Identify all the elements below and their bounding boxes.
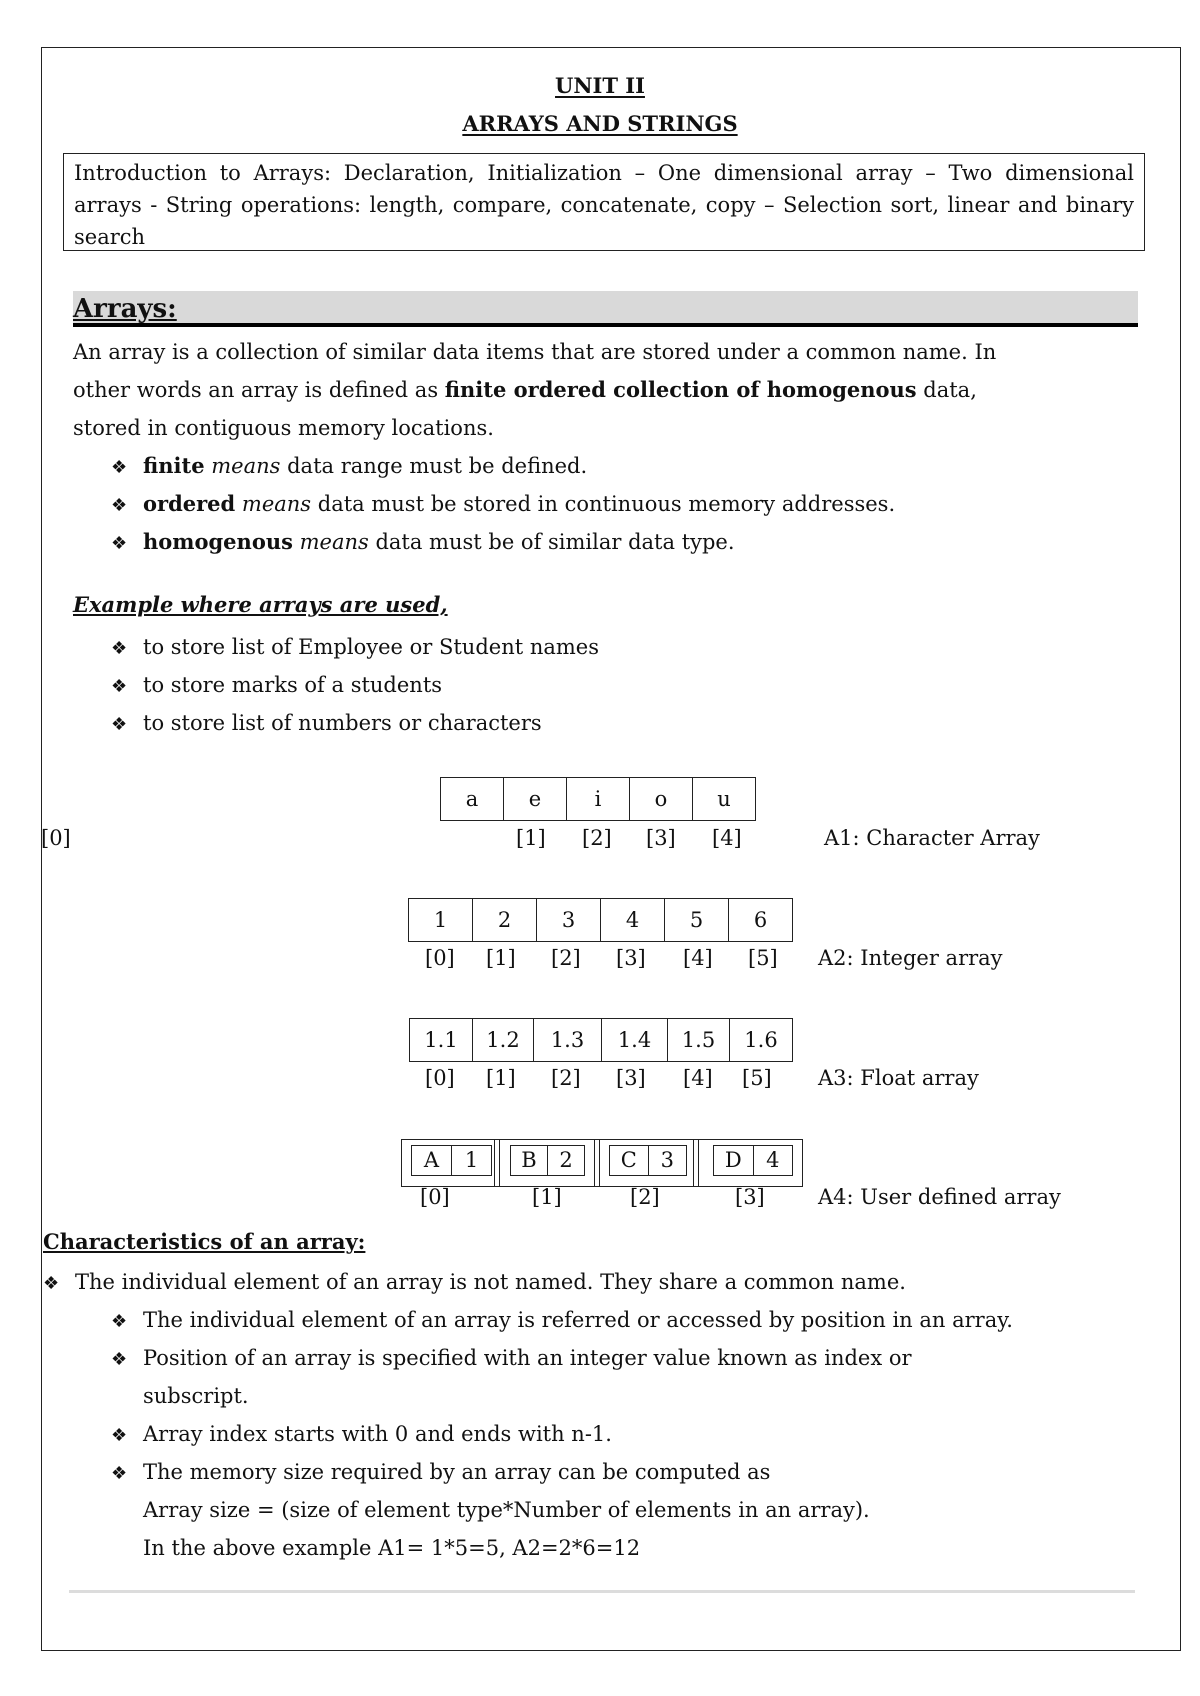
intro-text: data, xyxy=(916,378,977,402)
intro-line-3: stored in contiguous memory locations. xyxy=(73,416,494,440)
array-index: [3] xyxy=(735,1185,765,1209)
array-cell: 1.6 xyxy=(730,1019,793,1062)
definition-text: data must be stored in continuous memory addresses. xyxy=(311,492,896,516)
array-cell: 3 xyxy=(537,899,601,942)
example-text: to store marks of a students xyxy=(143,673,443,697)
array-size-formula: Array size = (size of element type*Number of elements in an array). xyxy=(143,1498,870,1522)
syllabus-box: Introduction to Arrays: Declaration, Initialization – One dimensional array – Two dimensional arrays - String operations: length, compare, concatenate, copy – Selection sort, linear and binary search xyxy=(63,153,1145,251)
characteristic-text: The individual element of an array is not named. They share a common name. xyxy=(75,1270,906,1294)
array-cell: o xyxy=(630,778,693,821)
definition-item xyxy=(111,447,587,487)
characteristic-item xyxy=(111,1301,1013,1341)
characteristic-text: Array index starts with 0 and ends with n-1. xyxy=(143,1422,612,1446)
intro-bold-text: finite ordered collection of homogenous xyxy=(444,377,917,402)
array-index: [1] xyxy=(486,1066,516,1090)
example-item xyxy=(111,628,599,668)
footer-divider xyxy=(69,1590,1135,1593)
section-heading-arrays: Arrays: xyxy=(73,294,177,324)
term: finite xyxy=(143,453,205,478)
struct-field: 4 xyxy=(753,1146,793,1175)
user-defined-array-diagram xyxy=(401,1139,803,1187)
characteristic-continuation: subscript. xyxy=(143,1384,249,1408)
array-cell: e xyxy=(504,778,567,821)
unit-title: UNIT II xyxy=(555,73,645,98)
means-word: means xyxy=(299,530,369,554)
definition-item xyxy=(111,523,735,563)
characteristic-text: The individual element of an array is referred or accessed by position in an array. xyxy=(143,1308,1013,1332)
array-cell: 2 xyxy=(473,899,537,942)
diamond-bullet-icon: ❖ xyxy=(111,1425,128,1446)
struct-field: B xyxy=(521,1148,537,1172)
definition-text: data must be of similar data type. xyxy=(368,530,735,554)
array-index: [0] xyxy=(425,1066,455,1090)
array-index: [3] xyxy=(646,826,676,850)
characteristic-item xyxy=(111,1415,612,1455)
array-index: [0] xyxy=(425,946,455,970)
diamond-bullet-icon: ❖ xyxy=(111,1463,128,1484)
array-cell: 5 xyxy=(665,899,729,942)
array-index: [2] xyxy=(551,1066,581,1090)
array-cell: 1 xyxy=(409,899,473,942)
characteristic-item xyxy=(111,1339,912,1379)
diamond-bullet-icon: ❖ xyxy=(111,495,128,516)
example-item xyxy=(111,704,542,744)
array-index: [2] xyxy=(582,826,612,850)
array-index: [5] xyxy=(742,1066,772,1090)
diamond-bullet-icon: ❖ xyxy=(43,1273,60,1294)
example-text: to store list of numbers or characters xyxy=(143,711,542,735)
struct-element xyxy=(411,1145,492,1176)
means-word: means xyxy=(241,492,312,516)
array-index: [0] xyxy=(420,1185,450,1209)
struct-field: C xyxy=(620,1148,637,1172)
array-index: [4] xyxy=(683,946,713,970)
examples-heading: Example where arrays are used, xyxy=(73,592,448,617)
array-size-example: In the above example A1= 1*5=5, A2=2*6=12 xyxy=(143,1536,641,1560)
array-index: [4] xyxy=(683,1066,713,1090)
struct-field: 3 xyxy=(648,1146,687,1175)
array-index: [2] xyxy=(630,1185,660,1209)
array-cell: u xyxy=(693,778,756,821)
array-caption: A3: Float array xyxy=(818,1066,979,1090)
array-index: [0] xyxy=(41,826,71,850)
array-cell: i xyxy=(567,778,630,821)
character-array-diagram xyxy=(440,777,756,821)
array-cell: 1.2 xyxy=(473,1019,534,1062)
array-index: [5] xyxy=(748,946,778,970)
array-cell: 1.3 xyxy=(534,1019,602,1062)
term: ordered xyxy=(143,491,236,516)
document-title: ARRAYS AND STRINGS xyxy=(462,111,738,136)
diamond-bullet-icon: ❖ xyxy=(111,714,128,735)
array-index: [1] xyxy=(532,1185,562,1209)
diamond-bullet-icon: ❖ xyxy=(111,1349,128,1370)
struct-field: A xyxy=(423,1148,440,1172)
array-index: [3] xyxy=(616,946,646,970)
characteristic-item xyxy=(43,1263,906,1303)
array-cell: 6 xyxy=(729,899,793,942)
integer-array-diagram xyxy=(408,898,793,942)
array-caption: A2: Integer array xyxy=(818,946,1003,970)
struct-field: D xyxy=(724,1148,742,1172)
intro-line-2 xyxy=(73,371,1143,409)
intro-line-1: An array is a collection of similar data items that are stored under a common name. In xyxy=(73,340,997,364)
array-cell: 4 xyxy=(601,899,665,942)
example-text: to store list of Employee or Student names xyxy=(143,635,599,659)
diamond-bullet-icon: ❖ xyxy=(111,676,128,697)
element-separator xyxy=(494,1140,500,1186)
struct-element xyxy=(609,1145,687,1176)
array-caption: A1: Character Array xyxy=(824,826,1040,850)
example-item xyxy=(111,666,442,706)
array-cell: a xyxy=(441,778,504,821)
array-cell: 1.1 xyxy=(410,1019,473,1062)
struct-field: 2 xyxy=(547,1146,584,1175)
array-caption: A4: User defined array xyxy=(818,1185,1061,1209)
characteristic-text: Position of an array is specified with an integer value known as index or xyxy=(143,1346,912,1370)
characteristics-heading: Characteristics of an array: xyxy=(43,1229,366,1254)
array-cell: 1.5 xyxy=(668,1019,730,1062)
array-cell: 1.4 xyxy=(602,1019,668,1062)
array-index: [2] xyxy=(551,946,581,970)
diamond-bullet-icon: ❖ xyxy=(111,457,128,478)
struct-element xyxy=(713,1145,793,1176)
means-word: means xyxy=(211,454,281,478)
array-index: [1] xyxy=(486,946,516,970)
definition-text: data range must be defined. xyxy=(280,454,588,478)
array-index: [3] xyxy=(616,1066,646,1090)
section-heading-band xyxy=(73,291,1138,327)
diamond-bullet-icon: ❖ xyxy=(111,1311,128,1332)
element-separator xyxy=(693,1140,699,1186)
diamond-bullet-icon: ❖ xyxy=(111,638,128,659)
characteristic-item xyxy=(111,1453,770,1493)
array-index: [4] xyxy=(712,826,742,850)
struct-element xyxy=(510,1145,585,1176)
definition-item xyxy=(111,485,895,525)
array-index: [1] xyxy=(516,826,546,850)
characteristic-text: The memory size required by an array can be computed as xyxy=(143,1460,771,1484)
term: homogenous xyxy=(143,529,293,554)
diamond-bullet-icon: ❖ xyxy=(111,533,128,554)
intro-text: other words an array is defined as xyxy=(73,378,445,402)
struct-field: 1 xyxy=(451,1146,491,1175)
element-separator xyxy=(594,1140,600,1186)
float-array-diagram xyxy=(409,1018,793,1062)
